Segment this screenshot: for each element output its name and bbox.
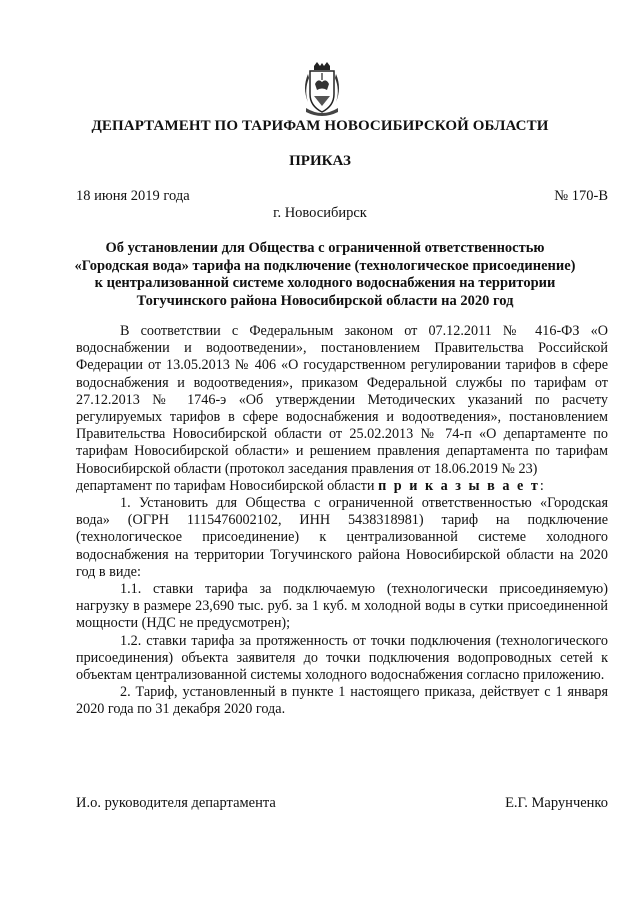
coat-of-arms-icon bbox=[300, 62, 344, 116]
directive-suffix: : bbox=[539, 477, 544, 494]
department-name: ДЕПАРТАМЕНТ ПО ТАРИФАМ НОВОСИБИРСКОЙ ОБЛАСТИ bbox=[91, 118, 549, 134]
clause-1-2: 1.2. ставки тарифа за протяженность от точки подключения (технологического присоединения) объекта заявителя до точки подключения водопроводных сетей к объектам централизованной системы холодного водоснабжения согласно приложению. bbox=[76, 632, 608, 684]
clause-2: 2. Тариф, установленный в пункте 1 настоящего приказа, действует с 1 января 2020 года по 31 декабря 2020 года. bbox=[76, 684, 608, 718]
document-city: г. Новосибирск bbox=[273, 205, 367, 221]
directive-word: п р и к а з ы в а е т bbox=[378, 477, 540, 494]
document-type: ПРИКАЗ bbox=[289, 153, 351, 169]
directive-paragraph bbox=[76, 478, 608, 495]
document-date: 18 июня 2019 года bbox=[76, 188, 190, 204]
clause-1-1: 1.1. ставки тарифа за подключаемую (технологически присоединяемую) нагрузку в размере 23,690 тыс. руб. за 1 куб. м холодной воды в сутки присоединенной мощности (НДС не предусмотрен); bbox=[76, 581, 608, 632]
clause-1: 1. Установить для Общества с ограниченной ответственностью «Городская вода» (ОГРН 1115476002102, ИНН 5438318981) тариф на подключение (технологическое присоединение) к централизованной системе холодного водоснабжения на территории Тогучинского района Новосибирской области на 2020 год в виде: bbox=[76, 495, 608, 580]
signatory-position: И.о. руководителя департамента bbox=[76, 795, 276, 811]
directive-prefix: департамент по тарифам Новосибирской области bbox=[76, 477, 375, 494]
document-number: № 170-В bbox=[554, 188, 608, 204]
document-body bbox=[76, 323, 608, 719]
preamble-paragraph: В соответствии с Федеральным законом от 07.12.2011 № 416-ФЗ «О водоснабжении и водоотведении», постановлением Правительства Российской Федерации от 13.05.2013 № 406 «О государственном регулировании тарифов в сфере водоснабжения и водоотведения», приказом Федеральной службы по тарифам от 27.12.2013 № 1746-э «Об утверждении Методических указаний по расчету регулируемых тарифов в сфере водоснабжения и водоотведения», постановлением Правительства Новосибирской области от 25.02.2013 № 74-п «О департаменте по тарифам Новосибирской области» и решением правления департамента по тарифам Новосибирской области (протокол заседания правления от 18.06.2019 № 23) bbox=[76, 323, 608, 477]
signatory-name: Е.Г. Марунченко bbox=[505, 795, 608, 811]
document-title: Об установлении для Общества с ограниченной ответственностью «Городская вода» тарифа на подключение (технологическое присоединение) к централизованной системе холодного водоснабжения на территории Тогучинского района Новосибирской области на 2020 год bbox=[74, 240, 576, 309]
